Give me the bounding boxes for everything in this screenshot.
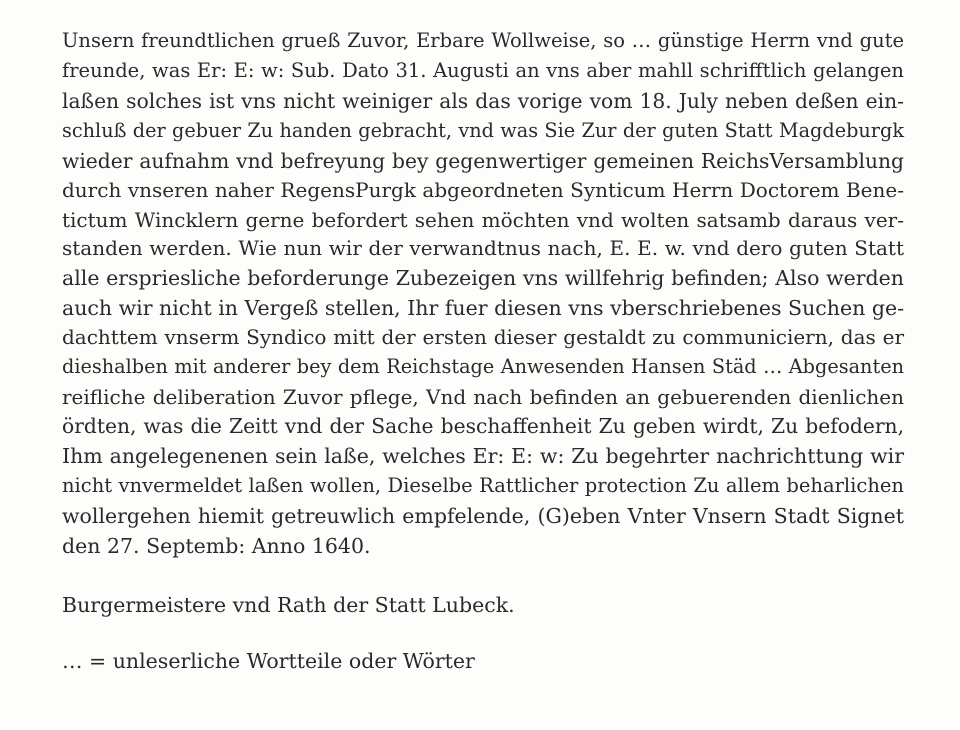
- signature: Burgermeistere vnd Rath der Statt Lubeck.: [62, 593, 515, 617]
- letter-line: wollergehen hiemit getreuwlich empfelende, (G)eben Vnter Vnsern Stadt Signet: [62, 504, 904, 528]
- footnote: … = unleserliche Wortteile oder Wörter: [62, 649, 475, 673]
- letter-line: ördten, was die Zeitt vnd der Sache beschaffenheit Zu geben wirdt, Zu befodern,: [62, 414, 904, 438]
- letter-line: Unsern freundtlichen grueß Zuvor, Erbare Wollweise, so … günstige Herrn vnd gute: [62, 29, 904, 52]
- letter-line: wieder aufnahm vnd befreyung bey gegenwertiger gemeinen ReichsVersamblung: [62, 149, 904, 173]
- letter-line: reifliche deliberation Zuvor pflege, Vnd nach befinden an gebuerenden dienlichen: [62, 385, 904, 409]
- letter-line: den 27. Septemb: Anno 1640.: [62, 534, 371, 558]
- letter-line: nicht vnvermeldet laßen wollen, Dieselbe Rattlicher protection Zu allem beharlichen: [62, 474, 904, 497]
- letter-line: durch vnseren naher RegensPurgk abgeordneten Synticum Herrn Doctorem Bene-: [62, 178, 904, 202]
- letter-line: schluß der gebuer Zu handen gebracht, vnd was Sie Zur der guten Statt Magdeburgk: [62, 119, 904, 142]
- letter-line: Ihm angelegenenen sein laße, welches Er: E: w: Zu begehrter nachrichttung wir: [62, 444, 904, 468]
- letter-line: dieshalben mit anderer bey dem Reichstage Anwesenden Hansen Städ … Abgesanten: [62, 355, 904, 378]
- letter-line: standen werden. Wie nun wir der verwandtnus nach, E. E. w. vnd dero guten Statt: [62, 236, 904, 260]
- letter-line: laßen solches ist vns nicht weiniger als das vorige vom 18. July neben deßen ein-: [62, 89, 904, 113]
- letter-line: alle erspriesliche beforderunge Zubezeigen vns willfehrig befinden; Also werden: [62, 266, 904, 290]
- letter-line: freunde, was Er: E: w: Sub. Dato 31. Augusti an vns aber mahll schrifftlich gelangen: [62, 59, 904, 82]
- letter-line: dachttem vnserm Syndico mitt der ersten dieser gestaldt zu communiciern, das er: [62, 325, 904, 349]
- letter-line: auch wir nicht in Vergeß stellen, Ihr fuer diesen vns vberschriebenes Suchen ge-: [62, 296, 904, 320]
- letter-line: tictum Wincklern gerne befordert sehen möchten vnd wolten satsamb daraus ver-: [62, 208, 904, 232]
